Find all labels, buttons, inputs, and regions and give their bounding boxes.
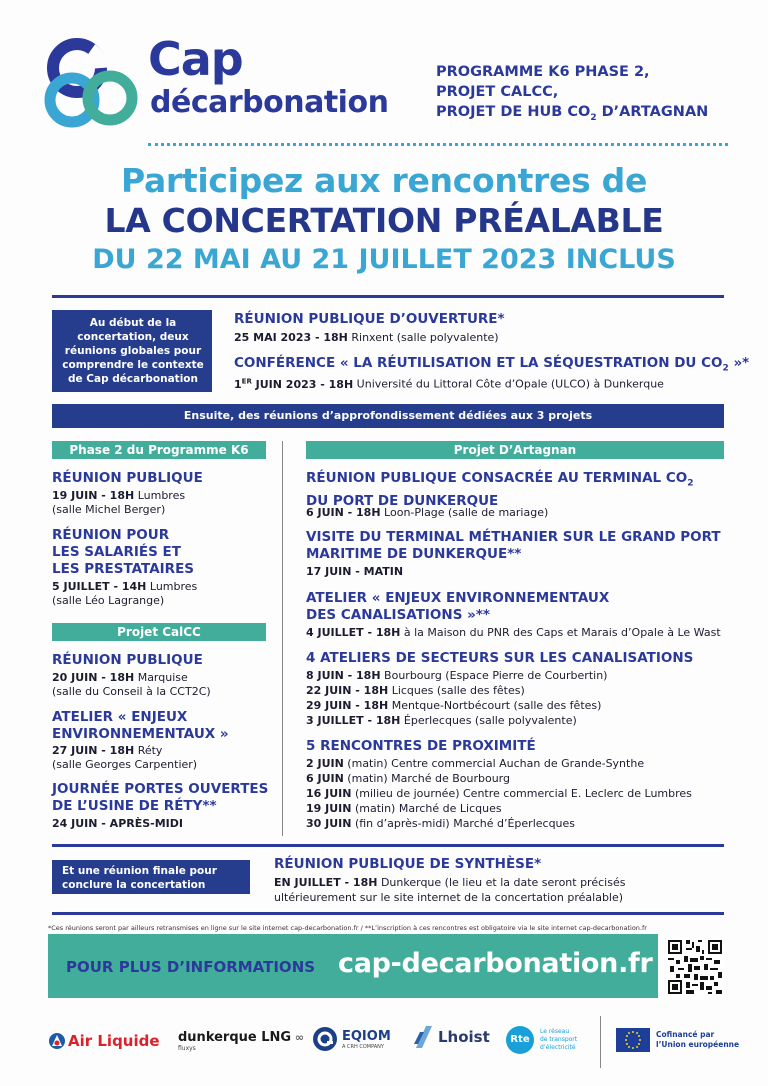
event-detail: 20 JUIN - 18H Marquise [52,671,188,684]
divider [52,912,724,915]
event-title: RÉUNION PUBLIQUE [52,652,203,668]
partner-air-liquide: Air Liquide [48,1032,160,1050]
event-detail: 30 JUIN (fin d’après-midi) Marché d’Éperlecques [306,817,576,830]
event-detail: 29 JUIN - 18H Mentque-Nortbécourt (salle des fêtes) [306,699,602,712]
event-title: RÉUNION PUBLIQUE D’OUVERTURE* [234,311,505,327]
event-title: RÉUNION PUBLIQUE CONSACRÉE AU TERMINAL $CO_2$ DU PORT DE DUNKERQUE [306,470,694,509]
info-label: POUR PLUS D’INFORMATIONS [66,958,316,976]
event-title: RÉUNION POUR LES SALARIÉS ET LES PRESTATAIRES [52,527,195,577]
partner-eqiom: EQIOM A CRH COMPANY [312,1026,391,1052]
event-detail: 19 JUIN - 18H Lumbres [52,489,186,502]
event-detail: (salle Georges Carpentier) [52,758,198,771]
event-detail: 4 JUILLET - 18H à la Maison du PNR des Caps et Marais d’Opale à Le Wast [306,626,721,639]
event-detail: 19 JUIN (matin) Marché de Licques [306,802,502,815]
event-detail: 2 JUIN (matin) Centre commercial Auchan de Grande-Synthe [306,757,645,770]
event-detail: (salle Léo Lagrange) [52,594,165,607]
program-line: PROGRAMME K6 PHASE 2, [436,64,650,80]
partner-divider [600,1016,601,1068]
dotted-divider [148,143,728,146]
event-detail: 8 JUIN - 18H Bourbourg (Espace Pierre de Courbertin) [306,669,608,682]
column-divider [282,441,283,836]
event-detail: 22 JUIN - 18H Licques (salle des fêtes) [306,684,525,697]
partner-eu: Cofinancé par l’Union européenne [616,1028,739,1052]
rte-icon: Rte [506,1026,534,1054]
eu-flag-icon [616,1028,650,1052]
event-detail: (salle du Conseil à la CCT2C) [52,685,211,698]
event-title: RÉUNION PUBLIQUE [52,470,203,486]
program-list [436,62,708,128]
air-liquide-icon [48,1032,66,1050]
event-detail: 17 JUIN - MATIN [306,565,404,578]
qr-code-icon[interactable] [666,938,724,996]
logo-decarbonation: décarbonation [150,85,389,120]
partner-lhoist: Lhoist [412,1024,490,1050]
event-detail: (salle Michel Berger) [52,503,166,516]
event-detail: 16 JUIN (milieu de journée) Centre commercial E. Leclerc de Lumbres [306,787,692,800]
event-detail: 3 JUILLET - 18H Éperlecques (salle polyvalente) [306,714,577,727]
event-detail: 27 JUIN - 18H Réty [52,744,163,757]
lhoist-icon [412,1024,436,1050]
title-line-1: Participez aux rencontres de [120,161,648,200]
event-title: VISITE DU TERMINAL MÉTHANIER SUR LE GRAND PORT MARITIME DE DUNKERQUE** [306,529,721,562]
intro-box: Au début de la concertation, deux réunions globales pour comprendre le contexte de Cap décarbonation [52,310,212,392]
event-detail: 25 MAI 2023 - 18H Rinxent (salle polyvalente) [234,331,499,344]
event-detail: EN JUILLET - 18H Dunkerque (le lieu et la date seront précisés [274,876,626,889]
event-title: JOURNÉE PORTES OUVERTES DE L’USINE DE RÉTY** [52,781,269,814]
event-title: RÉUNION PUBLIQUE DE SYNTHÈSE* [274,856,542,872]
info-url-link[interactable]: cap-decarbonation.fr [338,948,653,979]
program-line: PROJET CALCC, [436,84,559,100]
title-line-3: DU 22 MAI AU 21 JUILLET 2023 INCLUS [92,244,676,275]
logo-rings [44,36,144,131]
logo-cap: Cap [148,32,243,86]
event-title: CONFÉRENCE « LA RÉUTILISATION ET LA SÉQUESTRATION DU $CO_2$ »* [234,355,750,374]
partner-rte: Rte Le réseau de transport d’électricité [506,1026,577,1054]
divider [52,844,724,847]
fluxys-icon: ∞ [291,1031,305,1044]
final-box: Et une réunion finale pour conclure la concertation [52,860,250,894]
event-detail: 6 JUIN (matin) Marché de Bourbourg [306,772,510,785]
event-title: 4 ATELIERS DE SECTEURS SUR LES CANALISATIONS [306,650,694,666]
section-header-calcc: Projet CalCC [52,623,266,641]
divider [52,295,724,298]
section-header-artagnan: Projet D’Artagnan [306,441,724,459]
footnote: *Ces réunions seront par ailleurs retransmises en ligne sur le site internet cap-decarbonation.fr / **L’inscription à ces rencontres est obligatoire via le site internet cap-decarbonation.fr [48,924,647,932]
eqiom-icon [312,1026,338,1052]
event-detail: 6 JUIN - 18H Loon-Plage (salle de mariage) [306,506,549,519]
section-header-k6: Phase 2 du Programme K6 [52,441,266,459]
title-line-2: LA CONCERTATION PRÉALABLE [104,201,664,240]
partner-dunkerque-lng: dunkerque LNG ∞ fluxys [178,1030,305,1052]
event-detail: 1ER JUIN 2023 - 18H Université du Littoral Côte d’Opale (ULCO) à Dunkerque [234,377,664,391]
event-detail: 5 JUILLET - 14H Lumbres [52,580,198,593]
banner: Ensuite, des réunions d’approfondissement dédiées aux 3 projets [52,404,724,428]
event-title: ATELIER « ENJEUX ENVIRONNEMENTAUX » [52,709,229,742]
event-title: 5 RENCONTRES DE PROXIMITÉ [306,738,536,754]
program-line: PROJET DE HUB $CO_2$ D’ARTAGNAN [436,104,709,123]
event-detail: 24 JUIN - APRÈS-MIDI [52,817,183,830]
event-detail: ultérieurement sur le site internet de la concertation préalable) [274,891,624,904]
event-title: ATELIER « ENJEUX ENVIRONNEMENTAUX DES CANALISATIONS »** [306,590,610,623]
